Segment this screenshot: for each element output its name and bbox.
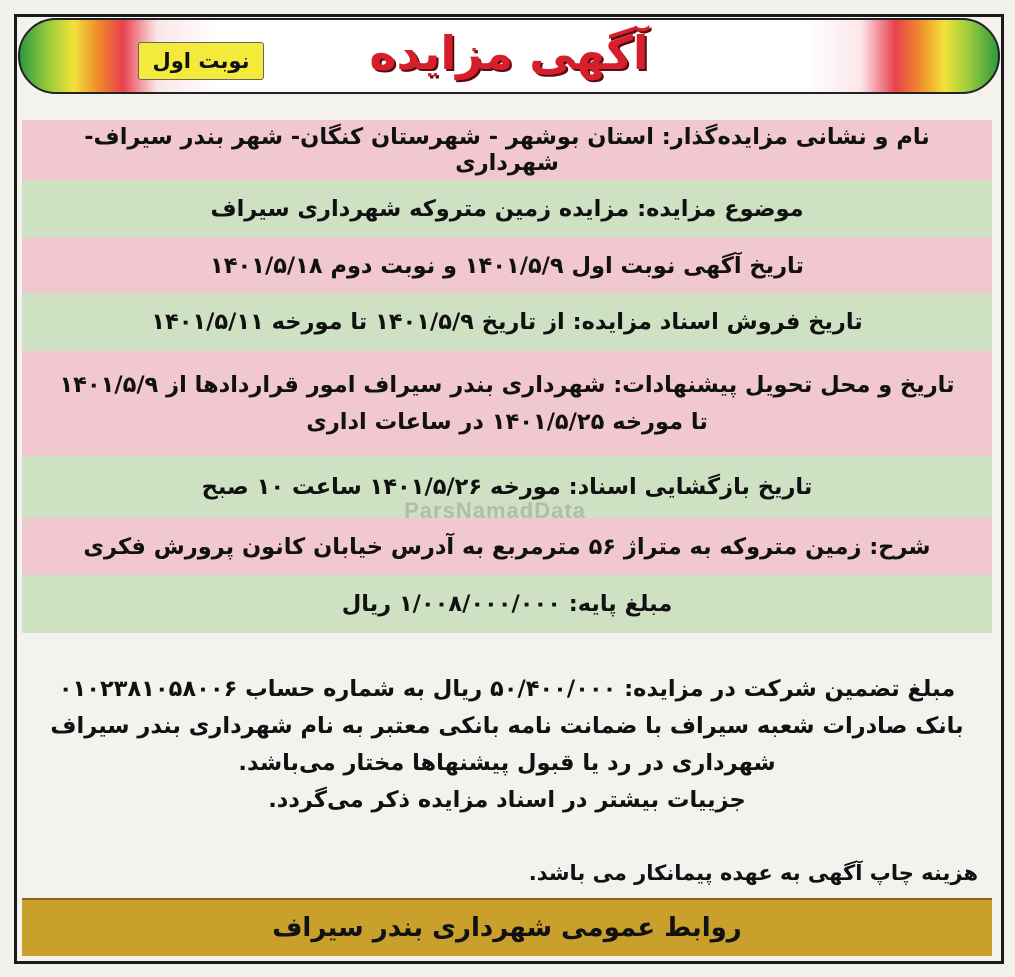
round-badge: نوبت اول [138,42,264,80]
sale-date-row [22,293,992,351]
header-banner [18,18,1000,94]
watermark: ParsNamadData [404,498,586,523]
guarantee-line-4: جزییات بیشتر در اسناد مزایده ذکر می‌گردد. [268,787,746,813]
notice-title: آگهی مزایده [369,26,649,80]
publish-date-row [22,238,992,293]
auctioneer-text: نام و نشانی مزایده‌گذار: استان بوشهر - شهرستان کنگان- شهر بندر سیراف- شهرداری [84,124,930,176]
guarantee-block [22,650,992,840]
printing-cost-note: هزینه چاپ آگهی به عهده پیمانکار می باشد. [528,861,978,885]
guarantee-line-3: شهرداری در رد یا قبول پیشنهاها مختار می‌باشد. [238,750,776,776]
guarantee-line-2: بانک صادرات شعبه سیراف با ضمانت نامه بانکی معتبر به نام شهرداری بندر سیراف [50,713,964,739]
submission-text-line-1: تاریخ و محل تحویل پیشنهادات: شهرداری بندر سیراف امور قراردادها از ۱۴۰۱/۵/۹ [59,371,955,398]
auctioneer-row [22,120,992,180]
base-price-text: مبلغ پایه: ۱/۰۰۸/۰۰۰/۰۰۰ ریال [341,591,673,617]
submission-row [22,351,992,456]
description-text: شرح: زمین متروکه به متراژ ۵۶ مترمربع به آدرس خیابان کانون پرورش فکری [83,533,931,560]
base-price-row [22,575,992,633]
submission-text-line-2: تا مورخه ۱۴۰۱/۵/۲۵ در ساعات اداری [306,408,708,435]
guarantee-line-1: مبلغ تضمین شرکت در مزایده: ۵۰/۴۰۰/۰۰۰ ریال به شماره حساب ۰۱۰۲۳۸۱۰۵۸۰۰۶ [58,676,956,702]
subject-text: موضوع مزایده: مزایده زمین متروکه شهرداری سیراف [210,196,804,222]
opening-date-text: تاریخ بازگشایی اسناد: مورخه ۱۴۰۱/۵/۲۶ ساعت ۱۰ صبح [201,474,813,500]
description-row [22,518,992,575]
footer-public-relations: روابط عمومی شهرداری بندر سیراف [22,898,992,956]
subject-row [22,180,992,238]
publish-date-text: تاریخ آگهی نوبت اول ۱۴۰۱/۵/۹ و نوبت دوم ۱۴۰۱/۵/۱۸ [210,252,804,279]
sale-date-text: تاریخ فروش اسناد مزایده: از تاریخ ۱۴۰۱/۵/۹ تا مورخه ۱۴۰۱/۵/۱۱ [151,309,863,335]
